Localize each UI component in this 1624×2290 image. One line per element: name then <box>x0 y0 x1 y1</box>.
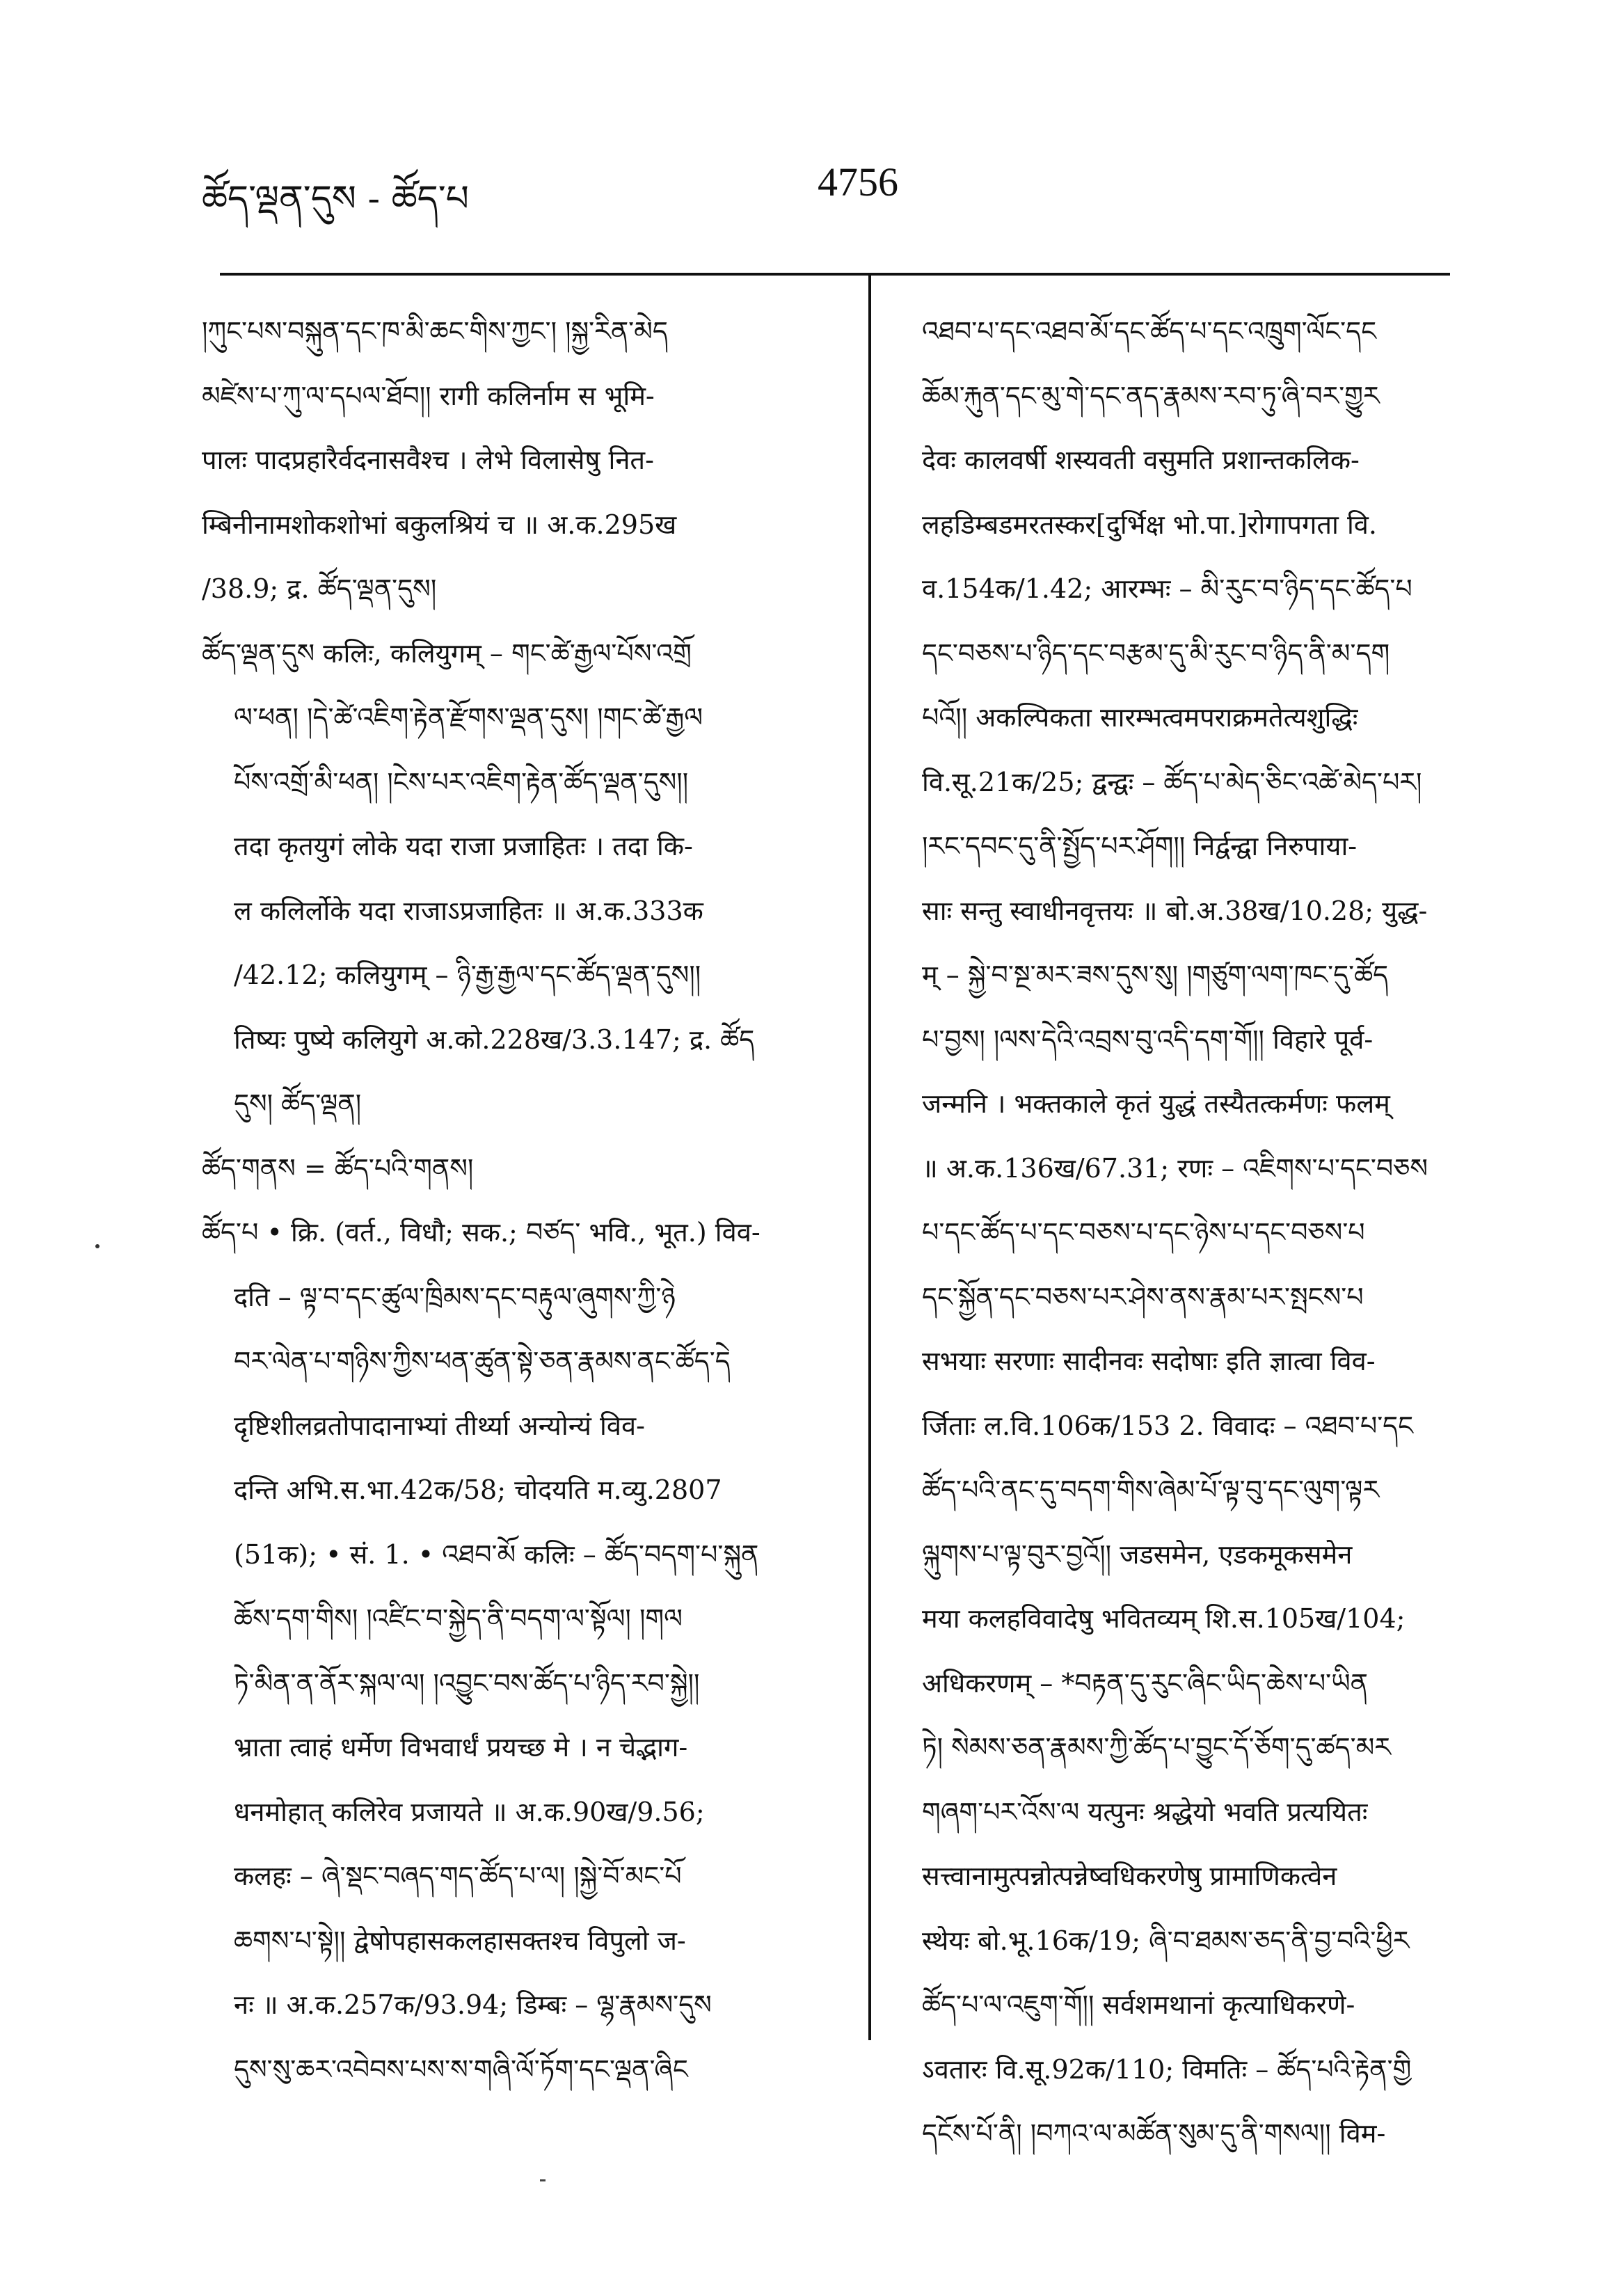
text-line: ॥ अ.क.136ख/67.31; रणः – འཇིགས་པ་དང་བཅས <box>922 1152 1428 1184</box>
entry-headword: ཚོད་པ • क्रि. (वर्त., विधौ; सक.; བཙད་ भवि., भूत.) विव- <box>202 1217 761 1248</box>
text-line: པ་བྱས། །ལས་དེའི་འབྲས་བུ་འདི་དག་གོ།། विहारे पूर्व- <box>922 1024 1374 1055</box>
text-line: सत्त्वानामुत्पन्नोत्पन्नेष्वधिकरणेषु प्रामाणिकत्वेन <box>922 1861 1337 1891</box>
text-line: འཐབ་པ་དང་འཐབ་མོ་དང་ཚོད་པ་དང་འཁྲུག་ལོང་དང <box>922 316 1377 347</box>
text-line: (51क); • सं. 1. • འཐབ་མོ कलिः – ཚོད་བདག་པ་སྐུན <box>234 1538 759 1570</box>
text-line: ཆོམ་རྐུན་དང་མུ་གེ་དང་ནད་རྣམས་རབ་ཏུ་ཞི་བར་གྱུར <box>922 380 1380 411</box>
text-line: देवः कालवर्षी शस्यवती वसुमति प्रशान्तकलिक- <box>922 445 1360 475</box>
text-line: नः ॥ अ.क.257क/93.94; डिम्बः – ལྷ་རྣམས་དུས <box>234 1989 712 2020</box>
right-column <box>922 299 1604 2166</box>
text-line: །ཀུང་པས་བསྐུན་དང་ཁ་མི་ཆང་གིས་ཀྱང་། །སྐྱ་རིན་མེད <box>202 316 668 347</box>
text-line: व.154क/1.42; आरम्भः – མི་རུང་བ་ཉིད་དང་ཚོད་པ <box>922 573 1412 604</box>
scan-speck <box>95 1244 99 1248</box>
text-line: །རང་དབང་དུ་ནི་སྤྱོད་པར་ཤོག།། निर्द्वन्द्वा निरुपाया- <box>922 831 1358 861</box>
text-line: /42.12; कलियुगम् – ཉི་རྒྱ་རྒྱལ་དང་ཚོད་ལྡན་དུས།། <box>234 960 701 990</box>
text-line: तिष्यः पुष्ये कलियुगे अ.को.228ख/3.3.147; द्र. ཚོད <box>234 1024 755 1055</box>
text-line: ཆགས་པ་སྟེ།། द्वेषोपहासकलहासक्तश्च विपुलो ज- <box>234 1925 686 1956</box>
text-line: པོས་འགྲོ་མི་ཕན། །ངེས་པར་འཇིག་རྟེན་ཚོད་ལྡན་དུས།། <box>234 766 689 797</box>
scan-mark <box>540 2179 546 2181</box>
text-line: र्जिताः ल.वि.106क/153 2. विवादः – འཐབ་པ་དང <box>922 1410 1414 1441</box>
text-line: པ་དང་ཚོད་པ་དང་བཅས་པ་དང་ཉེས་པ་དང་བཅས་པ <box>922 1217 1365 1248</box>
text-line: अधिकरणम् – *བརྟན་དུ་རུང་ཞིང་ཡིད་ཆེས་པ་ཡིན <box>922 1667 1368 1699</box>
text-line: ल कलिर्लोके यदा राजाऽप्रजाहितः ॥ अ.क.333क <box>234 895 703 926</box>
text-line: म्बिनीनामशोकशोभां बकुलश्रियं च ॥ अ.क.295ख <box>202 509 677 540</box>
text-line: གཞག་པར་འོས་ལ यत्पुनः श्रद्धेयो भवति प्रत्ययितः <box>922 1796 1368 1827</box>
text-line: दृष्टिशीलव्रतोपादानाभ्यां तीर्थ्या अन्योन्यं विव- <box>234 1410 645 1441</box>
text-line: साः सन्तु स्वाधीनवृत्तयः ॥ बो.अ.38ख/10.28; युद्ध- <box>922 895 1428 926</box>
text-line: ཏེ་མིན་ན་ནོར་སྐལ་ལ། །འབྱུང་བས་ཚོད་པ་ཉིད་རབ་སྐྱེ།། <box>234 1667 700 1699</box>
text-line: དང་བཅས་པ་ཉིད་དང་བརྩམ་དུ་མི་རུང་བ་ཉིད་ནི་མ་དག <box>922 637 1390 669</box>
header-rule <box>220 273 1450 276</box>
text-line: लहडिम्बडमरतस्कर[दुर्भिक्ष भो.पा.]रोगापगता वि. <box>922 509 1378 540</box>
page-number: 4756 <box>818 159 898 205</box>
running-head: ཚོད་ལྡན་དུས - ཚོད་པ <box>202 178 469 220</box>
left-column <box>202 299 852 2101</box>
text-line: मया कलहविवादेषु भवितव्यम् शि.स.105ख/104; <box>922 1603 1406 1634</box>
text-line: तदा कृतयुगं लोके यदा राजा प्रजाहितः । तदा कि- <box>234 831 693 861</box>
text-line: མཛེས་པ་ཀུ་ལ་དཔལ་ཐོབ།། रागी कलिर्नाम स भूमि- <box>202 380 655 411</box>
text-line: सभयाः सरणाः सादीनवः सदोषाः इति ज्ञात्वा विव- <box>922 1346 1376 1376</box>
text-line: བར་ལེན་པ་གཉིས་ཀྱིས་ཕན་ཚུན་སྟེ་ཅན་རྣམས་ནང་ཚོད་དེ <box>234 1346 731 1376</box>
entry-headword: ཚོད་གནས = ཚོད་པའི་གནས། <box>202 1152 474 1184</box>
text-line: ཚོད་པ་ལ་འཇུག་གོ།། सर्वशमथानां कृत्याधिकरणे- <box>922 1989 1355 2020</box>
text-line: ལ་ཕན། །དེ་ཚེ་འཇིག་རྟེན་རྫོགས་ལྡན་དུས། །གང་ཚེ་རྒྱལ <box>234 702 703 733</box>
text-line: कलहः – ཞེ་སྡང་བཞད་གད་ཚོད་པ་ལ། །སྐྱེ་བོ་མང་པོ <box>234 1861 682 1891</box>
text-line: ཆོས་དག་གིས། །འཛིང་བ་སྐྱེད་ནི་བདག་ལ་སྟོལ། །གལ <box>234 1603 683 1634</box>
text-line: ཚོད་པའི་ནང་དུ་བདག་གིས་ཞེམ་པོ་ལྟ་བུ་དང་ལུག་ལྟར <box>922 1474 1380 1505</box>
text-line: पालः पादप्रहारैर्वदनासवैश्च । लेभे विलासेषु नित- <box>202 445 654 475</box>
text-line: པའོ།། अकल्पिकता सारम्भत्वमपराक्रमतेत्यशुद्धिः <box>922 702 1358 733</box>
text-line: स्थेयः बो.भू.16क/19; ཞི་བ་ཐམས་ཅད་ནི་བྱ་བའི་ཕྱིར <box>922 1925 1410 1956</box>
entry-headword: ཚོད་ལྡན་དུས कलिः, कलियुगम् – གང་ཚེ་རྒྱལ་པོས་འགྲོ <box>202 637 692 669</box>
column-divider <box>868 273 871 2040</box>
text-line: དང་སྐྱོན་དང་བཅས་པར་ཤེས་ནས་རྣམ་པར་སྤངས་པ <box>922 1281 1364 1312</box>
text-line: दति – ལྟ་བ་དང་ཚུལ་ཁྲིམས་དང་བརྟུལ་ཞུགས་ཀྱི་ཉེ <box>234 1281 676 1312</box>
text-line: དུས་སུ་ཆར་འབེབས་པས་ས་གཞི་ལོ་ཏོག་དང་ལྡན་ཞིང <box>234 2053 688 2085</box>
text-line: ལྐུགས་པ་ལྟ་བུར་བྱའོ།། जडसमेन, एडकमूकसमेन <box>922 1538 1353 1570</box>
text-line: ཏེ། སེམས་ཅན་རྣམས་ཀྱི་ཚོད་པ་བྱུང་དོ་ཅོག་དུ་ཚད་མར <box>922 1732 1391 1763</box>
text-line: /38.9; द्र. ཚོད་ལྡན་དུས། <box>202 573 437 604</box>
text-line: जन्मनि । भक्तकाले कृतं युद्धं तस्यैतत्कर्मणः फलम् <box>922 1088 1390 1119</box>
text-line: ऽवतारः वि.सू.92क/110; विमतिः – ཚོད་པའི་རྟེན་གྱི <box>922 2053 1412 2085</box>
text-line: धनमोहात् कलिरेव प्रजायते ॥ अ.क.90ख/9.56; <box>234 1796 705 1827</box>
text-line: དུས། ཚོད་ལྡན། <box>234 1088 362 1119</box>
text-line: म् – སྐྱེ་བ་སྔ་མར་ཟས་དུས་སུ། །གཙུག་ལག་ཁང་དུ་ཚོད <box>922 960 1389 990</box>
text-line: दन्ति अभि.स.भा.42क/58; चोदयति म.व्यु.2807 <box>234 1474 722 1505</box>
text-line: དངོས་པོ་ནི། །བཀའ་ལ་མཚོན་སུམ་དུ་ནི་གསལ།། विम- <box>922 2118 1386 2149</box>
text-line: वि.सू.21क/25; द्वन्द्वः – ཚོད་པ་མེད་ཅིང་འཚེ་མེད་པར། <box>922 766 1422 797</box>
text-line: भ्राता त्वाहं धर्मेण विभवार्धं प्रयच्छ मे । न चेद्भाग- <box>234 1732 688 1763</box>
